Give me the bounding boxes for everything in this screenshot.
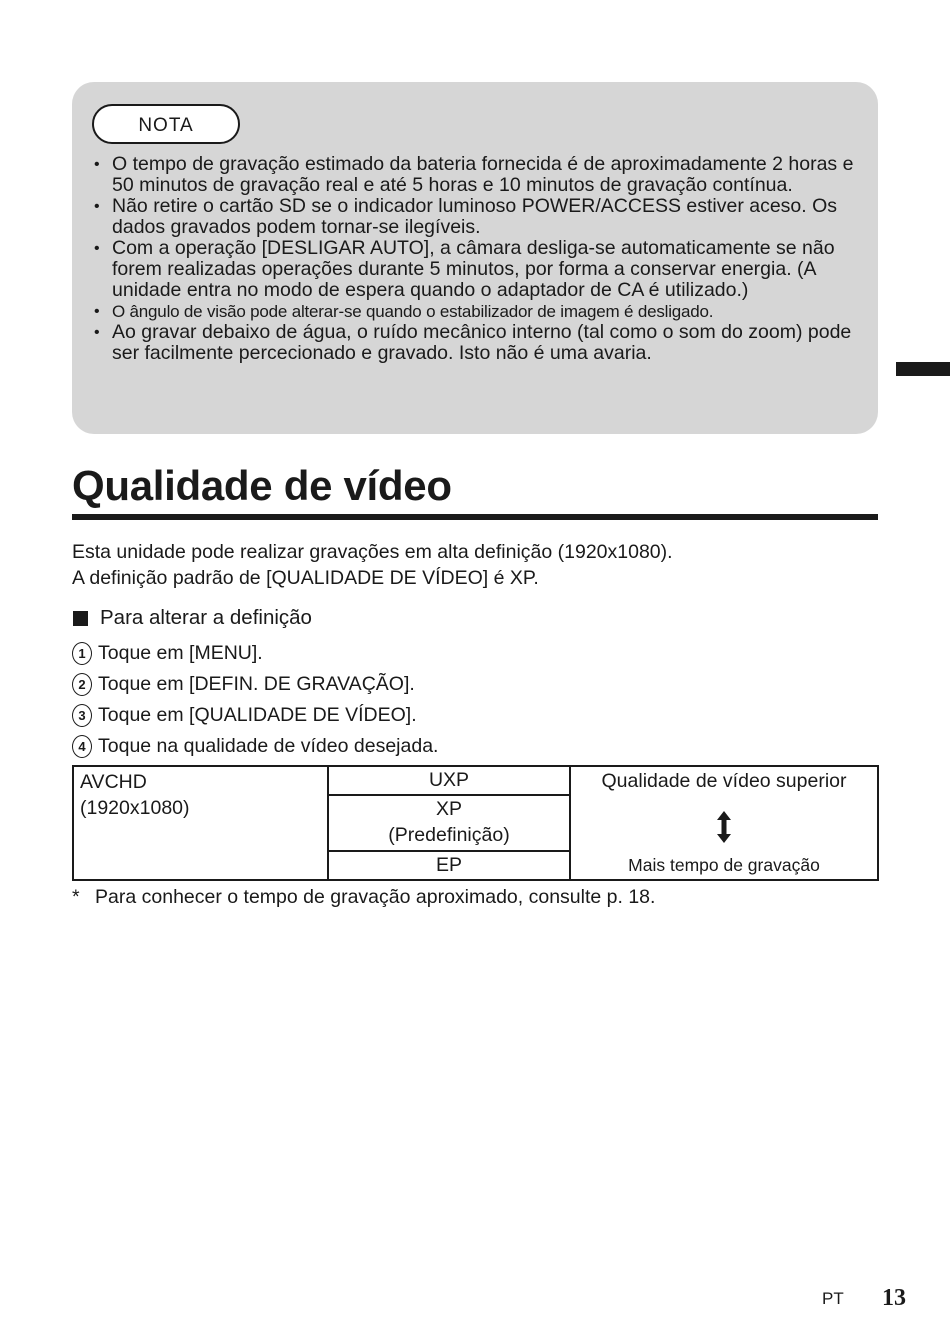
black-square-icon	[73, 611, 88, 626]
longer-recording-label: Mais tempo de gravação	[628, 855, 820, 875]
step-number: 4	[72, 735, 92, 758]
step-text: Toque em [MENU].	[98, 642, 263, 664]
note-list	[94, 154, 864, 364]
note-box	[72, 82, 878, 434]
note-item: • Com a operação [DESLIGAR AUTO], a câmara desliga-se automaticamente se não forem realizadas operações durante 5 minutos, por forma a conservar energia. (A unidade entra no modo de espera quando o adaptador de CA é utilizado.)	[94, 238, 864, 301]
change-setting-title	[72, 604, 312, 632]
page-language: PT	[822, 1289, 844, 1308]
step-item	[72, 731, 438, 762]
description-cell	[570, 766, 878, 880]
intro-line: Esta unidade pode realizar gravações em alta definição (1920x1080).	[72, 541, 673, 563]
note-label: NOTA	[92, 104, 240, 144]
footnote	[72, 884, 655, 910]
mode-label: EP	[435, 854, 462, 876]
mode-cell-xp	[328, 795, 570, 851]
mode-label: UXP	[428, 769, 470, 791]
table-row	[73, 766, 878, 795]
step-text: Toque em [DEFIN. DE GRAVAÇÃO].	[98, 673, 415, 695]
mode-cell-ep	[328, 851, 570, 880]
step-number: 2	[72, 673, 92, 696]
note-item: • Ao gravar debaixo de água, o ruído mecânico interno (tal como o som do zoom) pode ser facilmente percecionado e gravado. Isto não é uma avaria.	[94, 322, 864, 364]
step-number: 1	[72, 642, 92, 665]
footnote-marker: *	[72, 886, 80, 908]
step-number: 3	[72, 704, 92, 727]
intro-text	[72, 539, 673, 591]
quality-table	[72, 765, 879, 881]
change-setting-label: Para alterar a definição	[100, 606, 312, 629]
intro-line: A definição padrão de [QUALIDADE DE VÍDEO] é XP.	[72, 567, 539, 589]
note-item: • O tempo de gravação estimado da bateria fornecida é de aproximadamente 2 horas e 50 minutos de gravação real e até 5 horas e 10 minutos de gravação contínua.	[94, 154, 864, 196]
steps-list	[72, 638, 438, 762]
step-text: Toque na qualidade de vídeo desejada.	[98, 735, 439, 757]
step-item	[72, 700, 438, 731]
higher-quality-label: Qualidade de vídeo superior	[601, 770, 847, 792]
mode-cell-uxp	[328, 766, 570, 795]
format-cell	[73, 766, 328, 880]
step-item	[72, 669, 438, 700]
footnote-text: Para conhecer o tempo de gravação aproximado, consulte p. 18.	[95, 886, 656, 908]
mode-label: XP	[435, 798, 462, 820]
format-name: AVCHD	[80, 771, 147, 793]
double-arrow-vertical-icon	[717, 811, 731, 843]
side-tab-marker	[896, 362, 950, 376]
step-item	[72, 638, 438, 669]
format-resolution: (1920x1080)	[80, 797, 190, 819]
note-item: • Não retire o cartão SD se o indicador luminoso POWER/ACCESS estiver aceso. Os dados gravados podem tornar-se ilegíveis.	[94, 196, 864, 238]
mode-default-label: (Predefinição)	[388, 824, 510, 846]
step-text: Toque em [QUALIDADE DE VÍDEO].	[98, 704, 417, 726]
section-heading: Qualidade de vídeo	[72, 462, 452, 509]
note-item: • O ângulo de visão pode alterar-se quando o estabilizador de imagem é desligado.	[94, 301, 864, 322]
page-number: 13	[882, 1285, 906, 1311]
heading-rule	[72, 514, 878, 520]
